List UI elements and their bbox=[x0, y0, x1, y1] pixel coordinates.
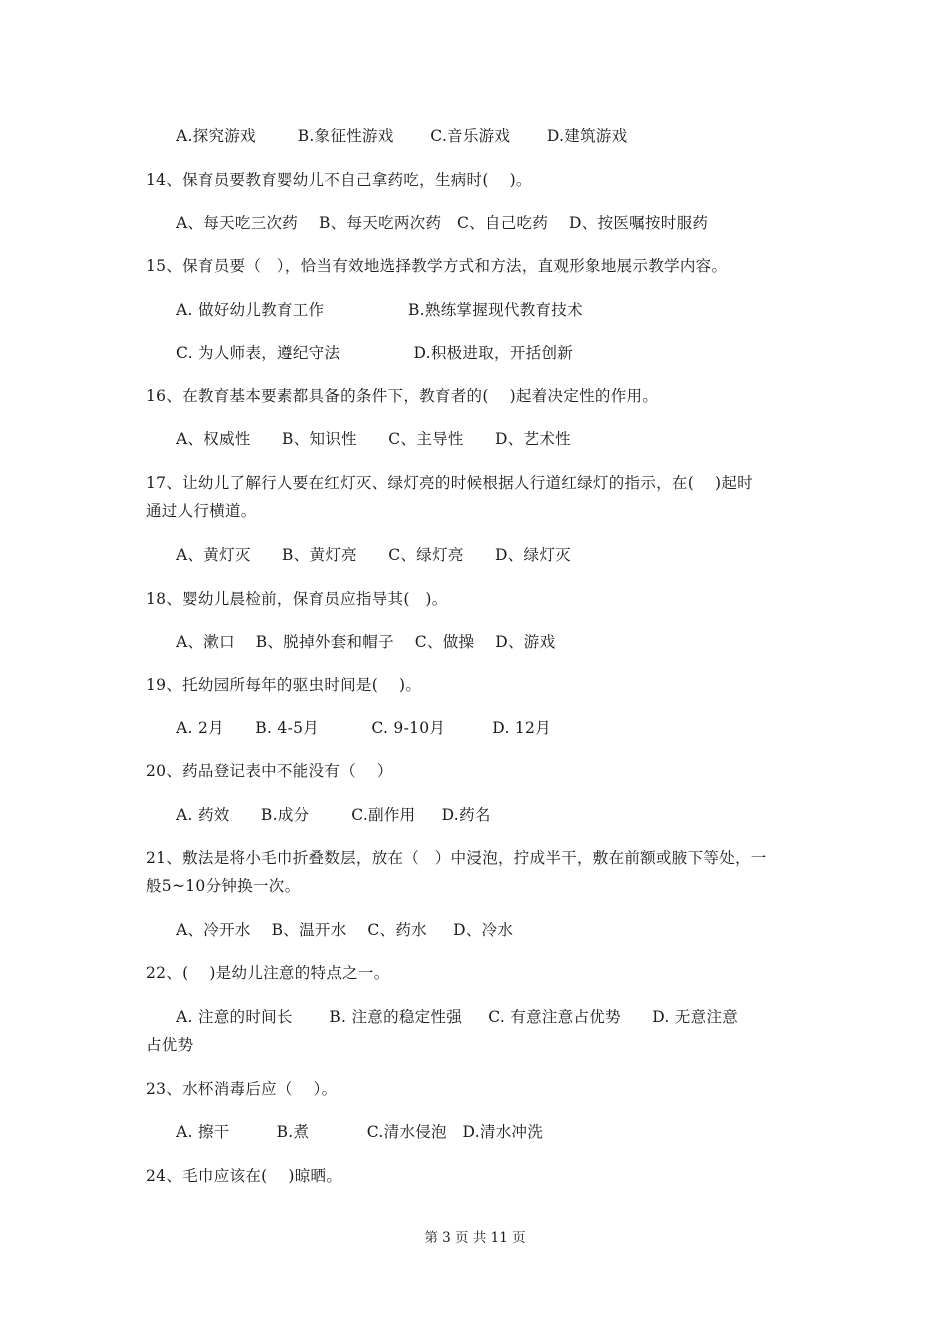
answer-options: A. 注意的时间长 B. 注意的稳定性强 C. 有意注意占优势 D. 无意注意 bbox=[176, 1008, 739, 1026]
question-text: 23、水杯消毒后应（ ）。 bbox=[146, 1080, 338, 1098]
question-continuation: 般5~10分钟换一次。 bbox=[146, 877, 301, 895]
answer-options: A. 做好幼儿教育工作 B.熟练掌握现代教育技术 bbox=[176, 301, 583, 319]
answer-options: A、权威性 B、知识性 C、主导性 D、艺术性 bbox=[176, 430, 571, 448]
question-text: 14、保育员要教育婴幼儿不自己拿药吃，生病时( )。 bbox=[146, 171, 532, 189]
question-continuation: 通过人行横道。 bbox=[146, 502, 257, 520]
question-text: 15、保育员要（ ），恰当有效地选择教学方式和方法，直观形象地展示教学内容。 bbox=[146, 257, 728, 275]
question-text: 19、托幼园所每年的驱虫时间是( )。 bbox=[146, 676, 422, 694]
answer-options: A. 药效 B.成分 C.副作用 D.药名 bbox=[176, 806, 491, 824]
answer-options: A. 2月 B. 4-5月 C. 9-10月 D. 12月 bbox=[176, 719, 552, 737]
question-text: 18、婴幼儿晨检前，保育员应指导其( )。 bbox=[146, 590, 448, 608]
answer-options: A. 擦干 B.煮 C.清水侵泡 D.清水冲洗 bbox=[176, 1123, 544, 1141]
answer-options: A.探究游戏 B.象征性游戏 C.音乐游戏 D.建筑游戏 bbox=[176, 127, 628, 145]
question-text: 17、让幼儿了解行人要在红灯灭、绿灯亮的时候根据人行道红绿灯的指示，在( )起时 bbox=[146, 474, 753, 492]
answer-options: A、黄灯灭 B、黄灯亮 C、绿灯亮 D、绿灯灭 bbox=[176, 546, 571, 564]
question-continuation: 占优势 bbox=[146, 1036, 194, 1054]
question-text: 21、敷法是将小毛巾折叠数层，放在（ ）中浸泡，拧成半干，敷在前额或腋下等处，一 bbox=[146, 849, 767, 867]
question-text: 20、药品登记表中不能没有（ ） bbox=[146, 762, 393, 780]
answer-options: C. 为人师表，遵纪守法 D.积极进取，开括创新 bbox=[176, 344, 574, 362]
answer-options: A、每天吃三次药 B、每天吃两次药 C、自己吃药 D、按医嘱按时服药 bbox=[176, 214, 709, 232]
answer-options: A、漱口 B、脱掉外套和帽子 C、做操 D、游戏 bbox=[176, 633, 556, 651]
question-text: 16、在教育基本要素都具备的条件下，教育者的( )起着决定性的作用。 bbox=[146, 387, 659, 405]
answer-options: A、冷开水 B、温开水 C、药水 D、冷水 bbox=[176, 921, 514, 939]
question-text: 22、( )是幼儿注意的特点之一。 bbox=[146, 964, 390, 982]
page-footer: 第 3 页 共 11 页 bbox=[424, 1230, 526, 1246]
question-text: 24、毛巾应该在( )晾晒。 bbox=[146, 1167, 343, 1185]
